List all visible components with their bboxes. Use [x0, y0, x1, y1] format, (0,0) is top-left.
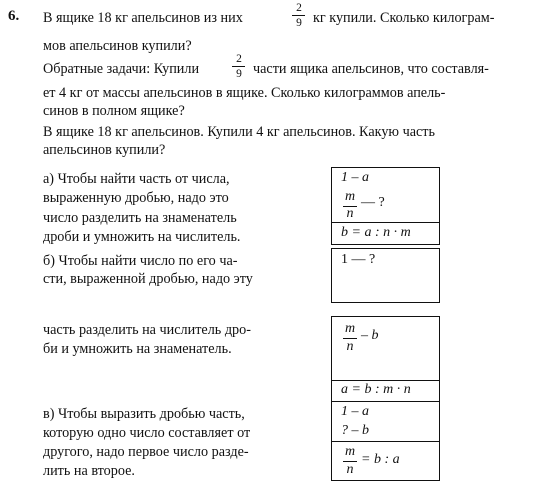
box-b-frac-num: m [344, 321, 356, 336]
fraction-numerator: 2 [236, 53, 242, 65]
problem-line-3a: Обратные задачи: Купили [43, 61, 200, 77]
fraction-denominator: 9 [236, 68, 242, 80]
box-b-frac-den: n [346, 339, 354, 354]
rule-a-line-3: число разделить на знаменатель [43, 210, 237, 226]
box-v-frac-den: n [346, 462, 354, 477]
box-v-frac-num: m [344, 444, 356, 459]
rule-v-line-3: другого, надо первое число разде- [43, 444, 249, 460]
problem-line-2: мов апельсинов купили? [43, 38, 192, 54]
box-b-row1: 1 — ? [341, 252, 376, 267]
rule-v-line-2: которую одно число составляет от [43, 425, 251, 441]
box-b-formula: a = b : m · n [341, 382, 411, 397]
rule-b-line-4: би и умножить на знаменатель. [43, 341, 232, 357]
rule-a-line-2: выраженную дробью, надо это [43, 190, 229, 206]
rule-b-line-1: б) Чтобы найти число по его ча- [43, 253, 238, 269]
problem-number: 6. [8, 8, 20, 24]
box-v-row1: 1 – a [341, 404, 369, 419]
fraction-denominator: 9 [296, 17, 302, 29]
box-v-frac-tail: = b : a [361, 452, 400, 467]
fraction-numerator: 2 [296, 2, 302, 14]
fraction-bar [232, 66, 245, 67]
rule-a-line-1: а) Чтобы найти часть от числа, [43, 171, 230, 187]
rule-v-line-1: в) Чтобы выразить дробью часть, [43, 406, 245, 422]
box-v-row2: ? – b [341, 423, 369, 438]
box-a-frac-num: m [344, 189, 356, 204]
rule-b-line-3: часть разделить на числитель дро- [43, 322, 251, 338]
rule-a-line-4: дроби и умножить на числитель. [43, 229, 241, 245]
box-a-frac-tail: — ? [361, 195, 385, 210]
problem-line-6: В ящике 18 кг апельсинов. Купили 4 кг апельсинов. Какую часть [43, 124, 435, 140]
box-a-formula: b = a : n · m [341, 225, 411, 240]
problem-line-1a: В ящике 18 кг апельсинов из них [43, 10, 243, 26]
box-v-divider [331, 441, 440, 442]
problem-line-4: ет 4 кг от массы апельсинов в ящике. Сколько килограммов апель- [43, 85, 446, 101]
problem-line-3b: части ящика апельсинов, что составля- [253, 61, 489, 77]
problem-line-5: синов в полном ящике? [43, 103, 185, 119]
box-a-row1: 1 – a [341, 170, 369, 185]
box-a-frac-den: n [346, 206, 354, 221]
problem-line-7: апельсинов купили? [43, 142, 166, 158]
box-b-frac-tail: – b [361, 328, 379, 343]
fraction-bar [292, 15, 305, 16]
box-a-divider [331, 222, 440, 223]
rule-v-line-4: лить на второе. [43, 463, 135, 479]
problem-line-1b: кг купили. Сколько килограм- [313, 10, 495, 26]
rule-b-line-2: сти, выраженной дробью, надо эту [43, 271, 253, 287]
